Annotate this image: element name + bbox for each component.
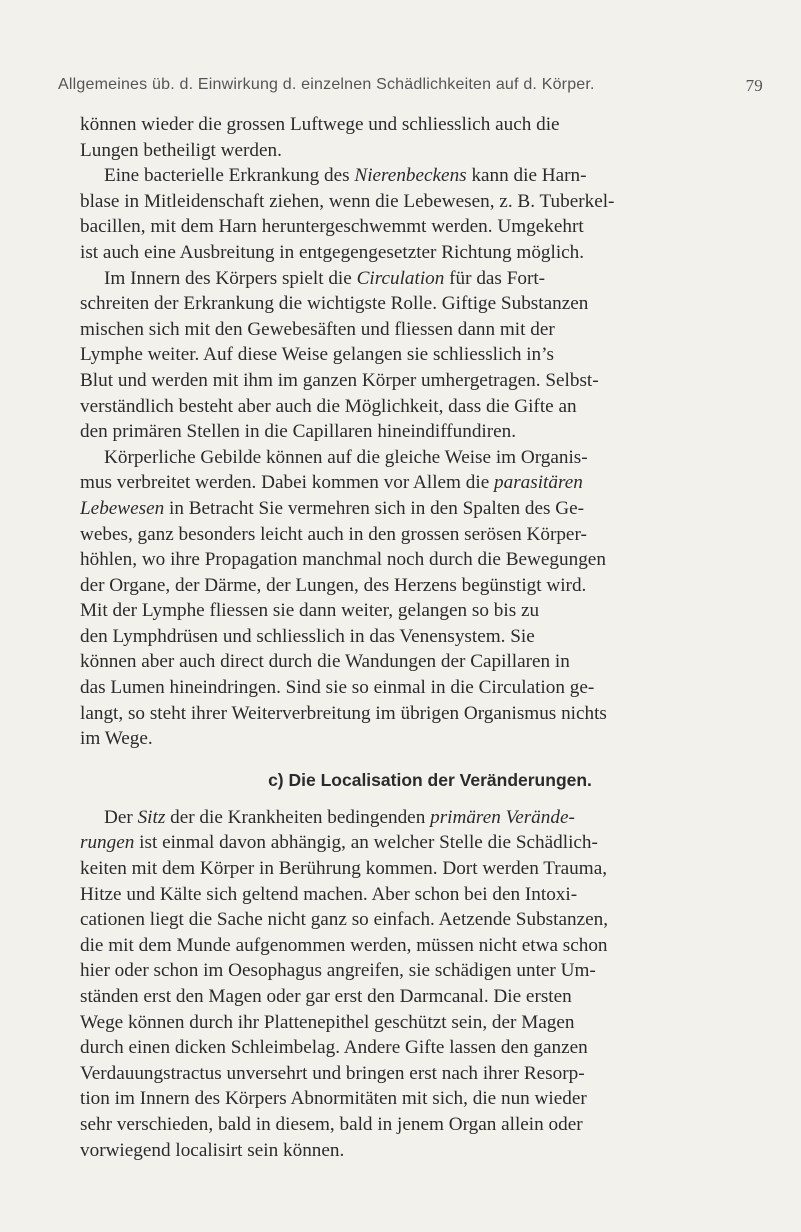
text-line: können wieder die grossen Luftwege und schliesslich auch die (80, 114, 560, 135)
text-line: im Wege. (80, 728, 153, 750)
emphasis: primären Verände- (430, 806, 575, 828)
text-run: kann die Harn- (466, 165, 587, 187)
paragraph (80, 112, 770, 163)
paragraph (80, 805, 770, 1163)
text-line: den Lymphdrüsen und schliesslich in das Venensystem. Sie (80, 625, 535, 647)
paragraph (80, 163, 770, 265)
paragraph (80, 266, 770, 445)
text-line: der Organe, der Därme, der Lungen, des Herzens begünstigt wird. (80, 574, 587, 596)
running-title: Allgemeines üb. d. Einwirkung d. einzelnen Schädlichkeiten auf d. Körper. (58, 76, 595, 93)
text-line: höhlen, wo ihre Propagation manchmal noch durch die Bewegungen (80, 549, 606, 571)
text-line (80, 805, 770, 831)
emphasis: Nierenbeckens (354, 165, 467, 187)
text-line (80, 266, 770, 292)
text-line (80, 470, 770, 496)
text-line: das Lumen hineindringen. Sind sie so einmal in die Circulation ge- (80, 677, 595, 699)
text-line: ständen erst den Magen oder gar erst den Darmcanal. Die ersten (80, 986, 572, 1007)
emphasis: Lebewesen (80, 497, 165, 519)
spacer (80, 752, 770, 767)
paragraph (80, 445, 770, 752)
text-line: können aber auch direct durch die Wandungen der Capillaren in (80, 651, 570, 673)
page-body (80, 112, 770, 1163)
text-line (80, 830, 770, 856)
text-line (80, 163, 770, 189)
text-run: mus verbreitet werden. Dabei kommen vor Allem die (80, 472, 495, 494)
text-run: in Betracht Sie vermehren sich in den Spalten des Ge- (164, 497, 585, 519)
text-line: Lungen betheiligt werden. (80, 139, 282, 161)
text-line: vorwiegend localisirt sein können. (80, 1139, 345, 1161)
text-line: verständlich besteht aber auch die Möglichkeit, dass die Gifte an (80, 395, 577, 417)
text-line: keiten mit dem Körper in Berührung kommen. Dort werden Trauma, (80, 858, 608, 880)
section-heading: c) Die Localisation der Veränderungen. (268, 769, 592, 790)
text-line: den primären Stellen in die Capillaren hineindiffundiren. (80, 421, 517, 443)
text-run: für das Fort- (444, 267, 546, 289)
text-line: Mit der Lymphe fliessen sie dann weiter, gelangen so bis zu (80, 600, 540, 622)
text-line: tion im Innern des Körpers Abnormitäten mit sich, die nun wieder (80, 1088, 587, 1110)
text-run: Eine bacterielle Erkrankung des (104, 165, 355, 187)
text-line: webes, ganz besonders leicht auch in den grossen serösen Körper- (80, 523, 587, 545)
text-line: schreiten der Erkrankung die wichtigste Rolle. Giftige Substanzen (80, 293, 589, 315)
emphasis: rungen (80, 832, 135, 854)
emphasis: parasitären (494, 472, 583, 494)
text-run: Im Innern des Körpers spielt die (104, 267, 357, 289)
text-line: langt, so steht ihrer Weiterverbreitung im übrigen Organismus nichts (80, 702, 607, 724)
text-run: ist einmal davon abhängig, an welcher Stelle die Schädlich- (134, 832, 598, 854)
text-line: hier oder schon im Oesophagus angreifen, sie schädigen unter Um- (80, 960, 596, 982)
text-run: der die Krankheiten bedingenden (165, 806, 431, 828)
text-line (80, 496, 770, 522)
page-number: 79 (745, 76, 763, 95)
text-line: bacillen, mit dem Harn heruntergeschwemmt werden. Umgekehrt (80, 216, 584, 238)
text-line: ist auch eine Ausbreitung in entgegengesetzter Richtung möglich. (80, 241, 585, 263)
text-line: Hitze und Kälte sich geltend machen. Aber schon bei den Intoxi- (80, 883, 578, 905)
emphasis: Sitz (137, 806, 166, 828)
emphasis: Circulation (356, 267, 445, 289)
text-line: sehr verschieden, bald in diesem, bald in jenem Organ allein oder (80, 1113, 583, 1135)
running-header (58, 76, 763, 100)
text-line: mischen sich mit den Gewebesäften und fliessen dann mit der (80, 318, 555, 340)
text-line: durch einen dicken Schleimbelag. Andere Gifte lassen den ganzen (80, 1037, 588, 1059)
text-line: Wege können durch ihr Plattenepithel geschützt sein, der Magen (80, 1011, 575, 1033)
text-line: Verdauungstractus unversehrt und bringen erst nach ihrer Resorp- (80, 1062, 585, 1084)
text-line: Körperliche Gebilde können auf die gleiche Weise im Organis- (104, 446, 588, 468)
text-line: Lymphe weiter. Auf diese Weise gelangen sie schliesslich in’s (80, 344, 554, 366)
text-line: cationen liegt die Sache nicht ganz so einfach. Aetzende Substanzen, (80, 909, 608, 931)
text-run: Der (104, 806, 138, 828)
text-line: die mit dem Munde aufgenommen werden, müssen nicht etwa schon (80, 934, 608, 956)
text-line: blase in Mitleidenschaft ziehen, wenn die Lebewesen, z. B. Tuberkel- (80, 190, 615, 212)
text-line: Blut und werden mit ihm im ganzen Körper umhergetragen. Selbst- (80, 369, 599, 391)
